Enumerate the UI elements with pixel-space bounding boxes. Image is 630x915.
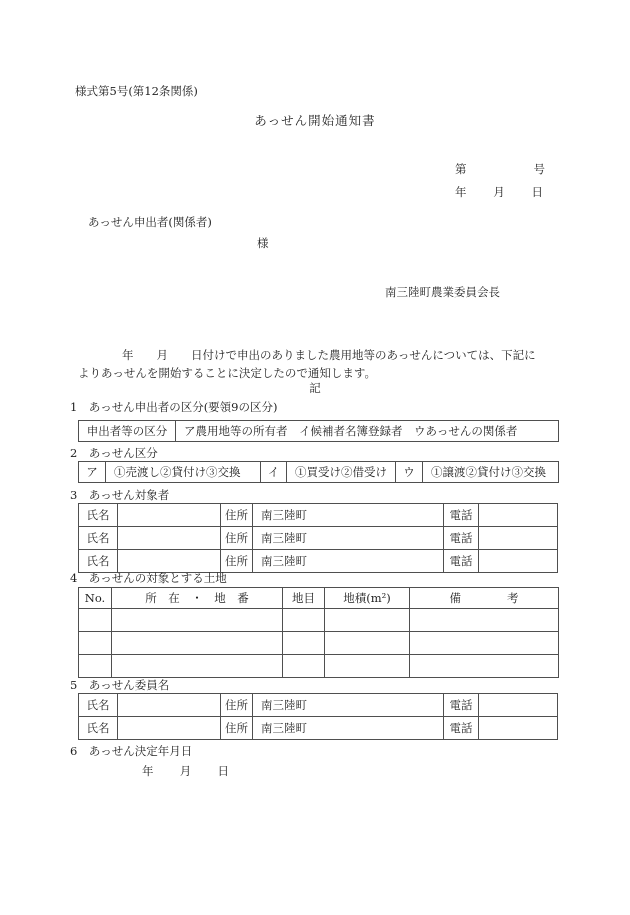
land-row: [79, 655, 559, 678]
type-options-i-cell: ①買受け②借受け: [287, 462, 396, 483]
address-value-cell: 南三陸町: [253, 527, 444, 550]
tel-label-cell: 電話: [444, 550, 479, 573]
land-no-blank-cell: [79, 655, 112, 678]
sender-title: 南三陸町農業委員会長: [385, 285, 500, 299]
land-row: [79, 609, 559, 632]
land-no-header-cell: No.: [79, 588, 112, 609]
land-remarks-blank-cell: [410, 632, 559, 655]
name-label-cell: 氏名: [79, 550, 118, 573]
tel-label-cell: 電話: [444, 717, 479, 740]
mediation-parties-table: [78, 503, 558, 573]
body-line-2: よりあっせんを開始することに決定したので通知します。: [78, 366, 376, 380]
land-category-blank-cell: [283, 609, 325, 632]
land-category-blank-cell: [283, 632, 325, 655]
type-options-a-cell: ①売渡し②貸付け③交換: [106, 462, 261, 483]
type-key-u-cell: ウ: [396, 462, 423, 483]
decision-year-label: 年: [142, 764, 154, 778]
number-prefix: 第: [455, 162, 467, 176]
address-label-cell: 住所: [221, 717, 253, 740]
tel-blank-cell: [479, 527, 558, 550]
mediation-type-table: [78, 461, 559, 483]
issue-date-line: [455, 185, 543, 199]
land-no-blank-cell: [79, 609, 112, 632]
address-label-cell: 住所: [221, 527, 253, 550]
tel-blank-cell: [479, 717, 558, 740]
tel-label-cell: 電話: [444, 694, 479, 717]
type-key-i-cell: イ: [261, 462, 287, 483]
mediation-committee-table: [78, 693, 558, 740]
section-2-heading: 2 あっせん区分: [70, 446, 158, 460]
land-area-blank-cell: [325, 609, 410, 632]
address-label-cell: 住所: [221, 550, 253, 573]
section-3-heading: 3 あっせん対象者: [70, 488, 170, 502]
tel-blank-cell: [479, 504, 558, 527]
document-title: あっせん開始通知書: [254, 113, 376, 128]
land-location-blank-cell: [112, 655, 283, 678]
name-label-cell: 氏名: [79, 694, 118, 717]
party-row: [79, 527, 558, 550]
party-row: [79, 504, 558, 527]
document-number-line: [455, 162, 545, 176]
issue-month-label: 月: [493, 185, 505, 199]
land-location-blank-cell: [112, 609, 283, 632]
tel-blank-cell: [479, 694, 558, 717]
land-table: [78, 587, 559, 678]
section-4-heading: 4 あっせんの対象とする土地: [70, 571, 227, 585]
table-row: [79, 462, 559, 483]
address-value-cell: 南三陸町: [253, 504, 444, 527]
address-label-cell: 住所: [221, 694, 253, 717]
name-label-cell: 氏名: [79, 717, 118, 740]
addressee-honorific: 様: [257, 236, 269, 250]
land-category-blank-cell: [283, 655, 325, 678]
body-paragraph: [78, 346, 566, 382]
applicant-category-label-cell: 申出者等の区分: [79, 421, 176, 442]
name-label-cell: 氏名: [79, 527, 118, 550]
land-category-header-cell: 地目: [283, 588, 325, 609]
address-value-cell: 南三陸町: [253, 717, 444, 740]
name-blank-cell: [118, 527, 221, 550]
address-label-cell: 住所: [221, 504, 253, 527]
type-options-u-cell: ①譲渡②貸付け③交換: [423, 462, 559, 483]
party-row: [79, 550, 558, 573]
body-line-1: 年 月 日付けで申出のありました農用地等のあっせんについては、下記に: [122, 348, 536, 362]
land-area-header-cell: 地積(m²): [325, 588, 410, 609]
name-blank-cell: [118, 717, 221, 740]
addressee-label: あっせん申出者(関係者): [88, 215, 212, 229]
table-row: [79, 421, 559, 442]
land-location-blank-cell: [112, 632, 283, 655]
name-label-cell: 氏名: [79, 504, 118, 527]
name-blank-cell: [118, 550, 221, 573]
land-remarks-header-cell: 備 考: [410, 588, 559, 609]
type-key-a-cell: ア: [79, 462, 106, 483]
land-remarks-blank-cell: [410, 609, 559, 632]
section-5-heading: 5 あっせん委員名: [70, 678, 170, 692]
tel-label-cell: 電話: [444, 504, 479, 527]
form-number: 様式第5号(第12条関係): [75, 84, 198, 98]
decision-day-label: 日: [217, 764, 229, 778]
number-suffix: 号: [533, 162, 545, 176]
committee-row: [79, 694, 558, 717]
issue-year-label: 年: [455, 185, 467, 199]
section-1-heading: 1 あっせん申出者の区分(要領9の区分): [70, 400, 278, 414]
decision-month-label: 月: [179, 764, 192, 778]
land-area-blank-cell: [325, 655, 410, 678]
tel-blank-cell: [479, 550, 558, 573]
record-marker: 記: [309, 381, 321, 395]
issue-day-label: 日: [531, 185, 543, 199]
tel-label-cell: 電話: [444, 527, 479, 550]
land-header-row: [79, 588, 559, 609]
committee-row: [79, 717, 558, 740]
section-6-heading: 6 あっせん決定年月日: [70, 744, 193, 758]
decision-date-line: [142, 764, 229, 778]
land-no-blank-cell: [79, 632, 112, 655]
name-blank-cell: [118, 694, 221, 717]
applicant-category-options-cell: ア農用地等の所有者 イ候補者名簿登録者 ウあっせんの関係者: [176, 421, 559, 442]
land-row: [79, 632, 559, 655]
applicant-category-table: [78, 420, 559, 442]
name-blank-cell: [118, 504, 221, 527]
land-location-header-cell: 所 在 ・ 地 番: [112, 588, 283, 609]
land-remarks-blank-cell: [410, 655, 559, 678]
address-value-cell: 南三陸町: [253, 550, 444, 573]
address-value-cell: 南三陸町: [253, 694, 444, 717]
land-area-blank-cell: [325, 632, 410, 655]
